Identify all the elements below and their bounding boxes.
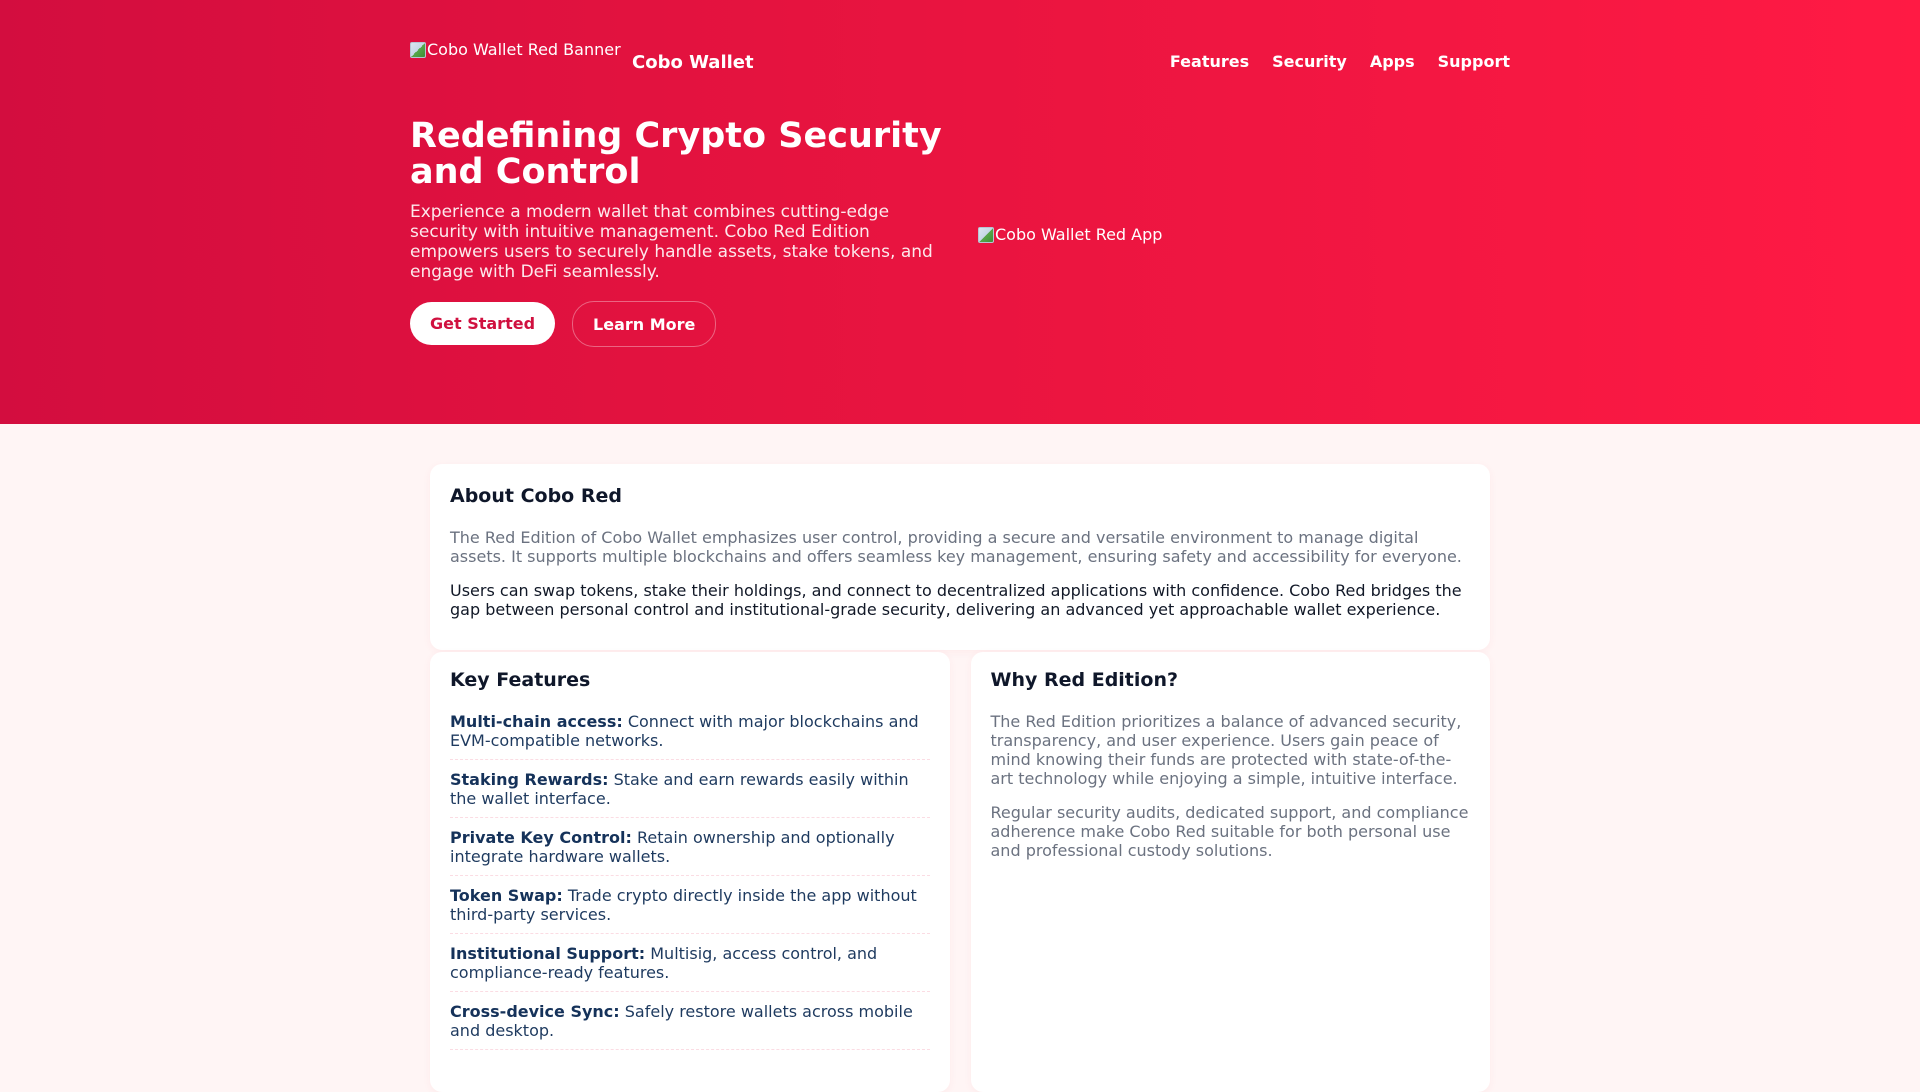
hero-copy <box>410 118 950 282</box>
hero-description: Experience a modern wallet that combines cutting-edge security with intuitive management. Cobo Red Edition empowers users to securely handle assets, stake tokens, and engage with DeFi seamlessly. <box>410 202 933 282</box>
broken-image-icon <box>410 42 426 58</box>
app-image <box>978 225 1162 244</box>
feature-item <box>450 944 930 992</box>
why-red-card <box>971 652 1491 1092</box>
cards-row <box>430 652 1490 1092</box>
get-started-button[interactable]: Get Started <box>410 302 555 345</box>
why-title: Why Red Edition? <box>990 669 1179 691</box>
why-paragraph-2: Regular security audits, dedicated support, and compliance adherence make Cobo Red suitable for both personal use and professional custody solutions. <box>990 803 1469 860</box>
feature-label: Staking Rewards: <box>450 770 609 789</box>
feature-text: Multisig, access control, and compliance-ready features. <box>450 944 878 982</box>
nav-link-security[interactable]: Security <box>1272 52 1347 71</box>
nav-link-support[interactable]: Support <box>1437 52 1510 71</box>
feature-text: Stake and earn rewards easily within the wallet interface. <box>450 770 909 808</box>
banner-image <box>410 40 621 59</box>
feature-text: Connect with major blockchains and EVM-compatible networks. <box>450 712 919 750</box>
feature-text: Trade crypto directly inside the app without third-party services. <box>450 886 917 924</box>
hero-section <box>0 0 1920 424</box>
about-title: About Cobo Red <box>450 485 622 507</box>
feature-label: Institutional Support: <box>450 944 646 963</box>
app-image-alt-text: Cobo Wallet Red App <box>995 225 1163 244</box>
top-navbar <box>410 38 1510 88</box>
banner-alt-text: Cobo Wallet Red Banner <box>427 40 621 59</box>
about-paragraph-2: Users can swap tokens, stake their holdings, and connect to decentralized applications with confidence. Cobo Red bridges the gap between personal control and institutional-grade security, delivering an advanced yet approachable wallet experience. <box>450 581 1462 619</box>
main-nav <box>1170 52 1510 71</box>
broken-image-icon <box>978 227 994 243</box>
about-paragraph-1: The Red Edition of Cobo Wallet emphasizes user control, providing a secure and versatile environment to manage digital assets. It supports multiple blockchains and offers seamless key management, ensuring safety and accessibility for everyone. <box>450 528 1462 566</box>
hero-container <box>410 0 1510 424</box>
feature-label: Private Key Control: <box>450 828 632 847</box>
feature-item <box>450 712 930 760</box>
nav-link-apps[interactable]: Apps <box>1369 52 1415 71</box>
key-features-card <box>430 652 950 1092</box>
feature-label: Cross-device Sync: <box>450 1002 620 1021</box>
feature-item <box>450 770 930 818</box>
feature-item <box>450 886 930 934</box>
feature-text: Retain ownership and optionally integrate hardware wallets. <box>450 828 895 866</box>
hero-buttons <box>410 302 716 347</box>
features-list <box>450 712 930 1050</box>
feature-label: Token Swap: <box>450 886 563 905</box>
learn-more-button[interactable]: Learn More <box>572 301 716 347</box>
feature-item <box>450 828 930 876</box>
feature-text: Safely restore wallets across mobile and desktop. <box>450 1002 913 1040</box>
about-card <box>430 464 1490 650</box>
nav-link-features[interactable]: Features <box>1169 52 1250 71</box>
why-paragraph-1: The Red Edition prioritizes a balance of advanced security, transparency, and user experience. Users gain peace of mind knowing their funds are protected with state-of-the-art technology while enjoying a simple, intuitive interface. <box>990 712 1462 788</box>
brand-name[interactable]: Cobo Wallet <box>632 52 754 73</box>
key-features-title: Key Features <box>450 669 591 691</box>
feature-item <box>450 1002 930 1050</box>
hero-title: Redefining Crypto Security and Control <box>410 116 942 192</box>
feature-label: Multi-chain access: <box>450 712 623 731</box>
main-content <box>430 464 1490 1040</box>
